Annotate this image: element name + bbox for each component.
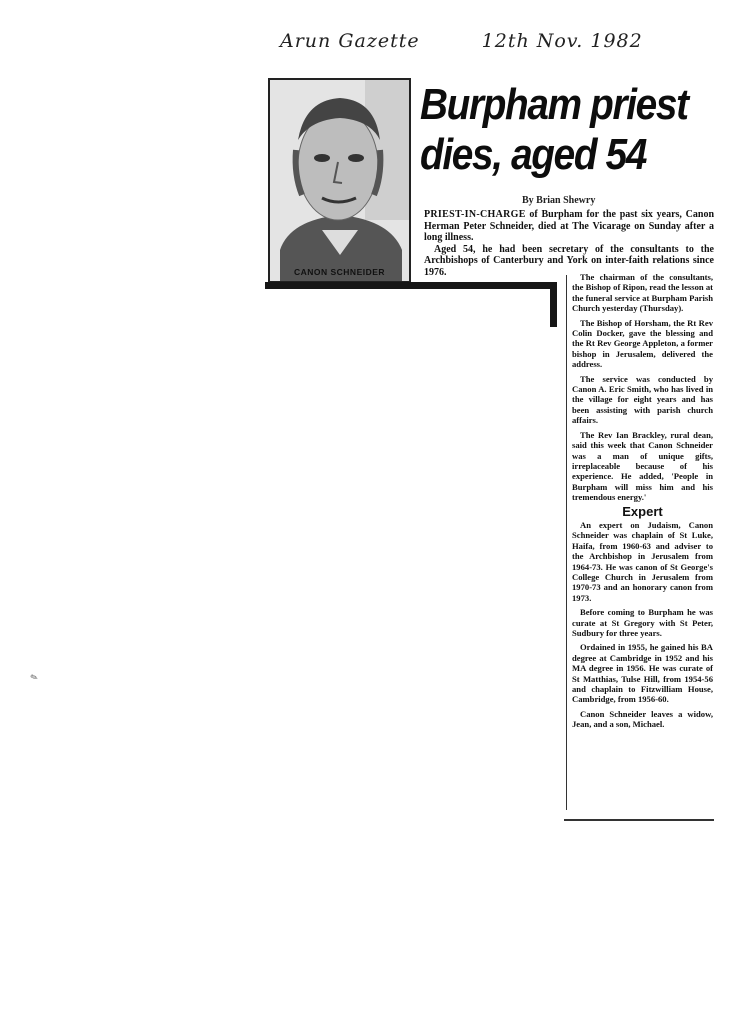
column-divider bbox=[566, 275, 567, 810]
handwritten-date: 12th Nov. 1982 bbox=[481, 30, 643, 52]
article-body-column bbox=[572, 272, 713, 734]
portrait-image bbox=[270, 80, 409, 281]
body-paragraph: Canon Schneider leaves a widow, Jean, and a son, Michael. bbox=[572, 708, 713, 730]
subheading-expert: Expert bbox=[622, 503, 663, 519]
handwritten-annotation bbox=[280, 30, 643, 52]
photo-caption: CANON SCHNEIDER bbox=[293, 267, 386, 277]
body-paragraph: The chairman of the consultants, the Bishop of Ripon, read the lesson at the funeral service at Burpham Parish Church yesterday (Thursday). bbox=[572, 272, 713, 314]
body-paragraph: The service was conducted by Canon A. Eric Smith, who has lived in the village for eight years and has been assisting with parish church affairs. bbox=[572, 373, 713, 426]
body-paragraph: Before coming to Burpham he was curate at St Gregory with St Peter, Sudbury for three years. bbox=[572, 607, 713, 638]
end-rule bbox=[564, 819, 714, 821]
body-paragraph: Ordained in 1955, he gained his BA degree at Cambridge in 1952 and his MA degree in 1956. He was curate of St Matthias, Tulse Hill, from 1954-56 and chaplain to Fitzwilliam House, Cambridge, from 1956-60. bbox=[572, 642, 713, 705]
ink-smudge: ✎ bbox=[28, 671, 40, 684]
lead-kicker: PRIEST-IN-CHARGE bbox=[424, 209, 526, 220]
body-paragraph: The Bishop of Horsham, the Rt Rev Colin Docker, gave the blessing and the Rt Rev George Appleton, a former bishop in Jerusalem, delivered the address. bbox=[572, 317, 713, 370]
vertical-rule bbox=[550, 282, 557, 327]
lead-text: of Burpham for the past six years, Canon Herman Peter Schneider, died at The Vicarage on Sunday after a long illness. bbox=[424, 209, 714, 243]
lead-paragraph bbox=[424, 209, 714, 244]
horizontal-rule bbox=[265, 282, 555, 289]
body-paragraph: The Rev Ian Brackley, rural dean, said this week that Canon Schneider was a man of unique gifts, irreplaceable because of his experience. He added, 'People in Burpham will miss him and his tremendous energy.' bbox=[572, 429, 713, 503]
article-lead bbox=[424, 209, 714, 278]
body-paragraph: An expert on Judaism, Canon Schneider was chaplain of St Luke, Haifa, from 1960-63 and adviser to the Archbishop in Jerusalem from 1964-73. He was canon of St George's College Church in Jerusalem from 1970-73 and an honorary canon from 1973. bbox=[572, 519, 713, 603]
handwritten-source: Arun Gazette bbox=[280, 30, 420, 52]
lead-paragraph-2: Aged 54, he had been secretary of the consultants to the Archbishops of Canterbury and York on inter-faith relations since 1976. bbox=[424, 243, 714, 278]
article-byline: By Brian Shewry bbox=[522, 195, 596, 206]
portrait-photo bbox=[268, 78, 411, 283]
article-headline: Burpham priest dies, aged 54 bbox=[420, 80, 688, 179]
